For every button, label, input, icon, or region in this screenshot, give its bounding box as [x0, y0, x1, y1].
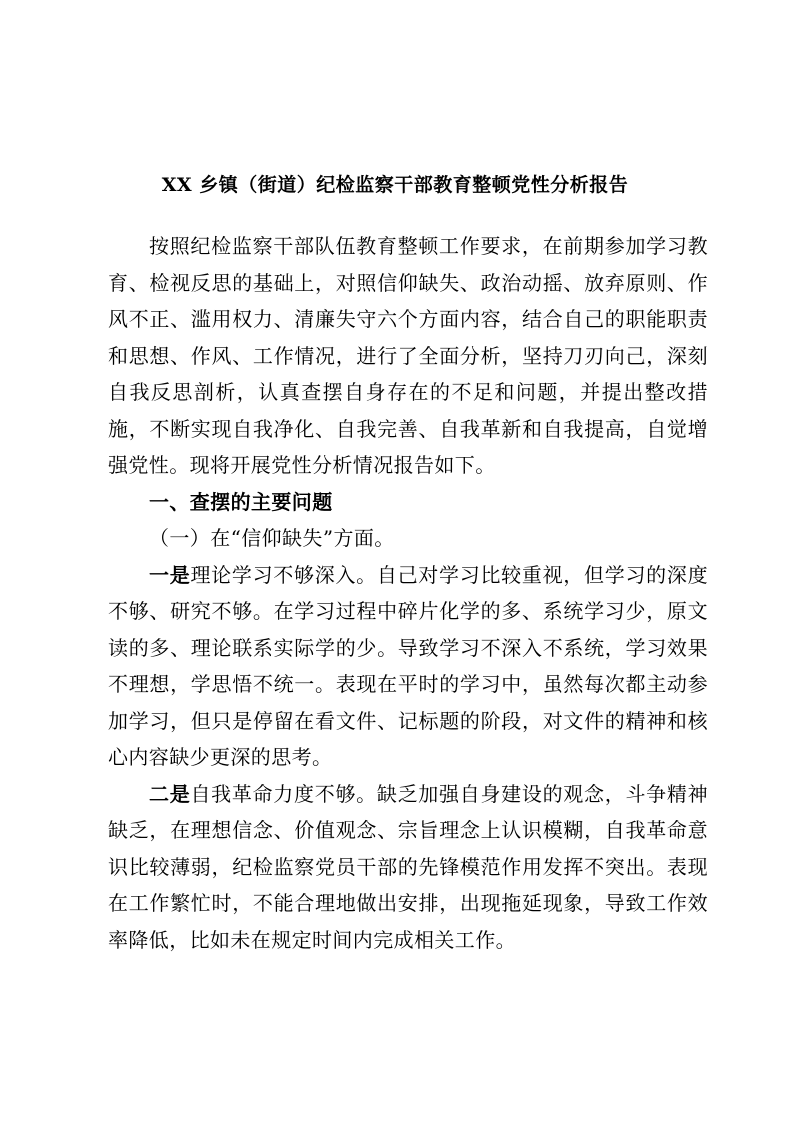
- intro-paragraph: 按照纪检监察干部队伍教育整顿工作要求，在前期参加学习教育、检视反思的基础上，对照信仰缺失、政治动摇、放弃原则、作风不正、滥用权力、清廉失守六个方面内容，结合自己的职能职责和思想、作风、工作情况，进行了全面分析，坚持刀刃向己，深刻自我反思剖析，认真查摆自身存在的不足和问题，并提出整改措施，不断实现自我净化、自我完善、自我革新和自我提高，自觉增强党性。现将开展党性分析情况报告如下。: [108, 234, 708, 477]
- point-paragraph-2: [108, 776, 708, 959]
- point-text-1: 理论学习不够深入。自己对学习比较重视，但学习的深度不够、研究不够。在学习过程中碎片化学的多、系统学习少，原文读的多、理论联系实际学的少。导致学习不深入不系统，学习效果不理想，学思悟不统一。表现在平时的学习中，虽然每次都主动参加学习，但只是停留在看文件、记标题的阶段，对文件的精神和核心内容缺少更深的思考。: [108, 562, 708, 769]
- point-lead-1: 一是: [149, 562, 191, 587]
- subsection-heading: （一）在“信仰缺失”方面。: [149, 526, 395, 550]
- document-title: XX 乡镇（街道）纪检监察干部教育整顿党性分析报告: [161, 174, 629, 196]
- point-text-2: 自我革命力度不够。缺乏加强自身建设的观念，斗争精神缺乏，在理想信念、价值观念、宗旨理念上认识模糊，自我革命意识比较薄弱，纪检监察党员干部的先锋模范作用发挥不突出。表现在工作繁忙时，不能合理地做出安排，出现拖延现象，导致工作效率降低，比如未在规定时间内完成相关工作。: [108, 781, 708, 952]
- point-lead-2: 二是: [149, 781, 191, 806]
- document-body: [108, 228, 708, 958]
- section-heading: 一、查摆的主要问题: [149, 489, 333, 514]
- point-paragraph-1: [108, 557, 708, 776]
